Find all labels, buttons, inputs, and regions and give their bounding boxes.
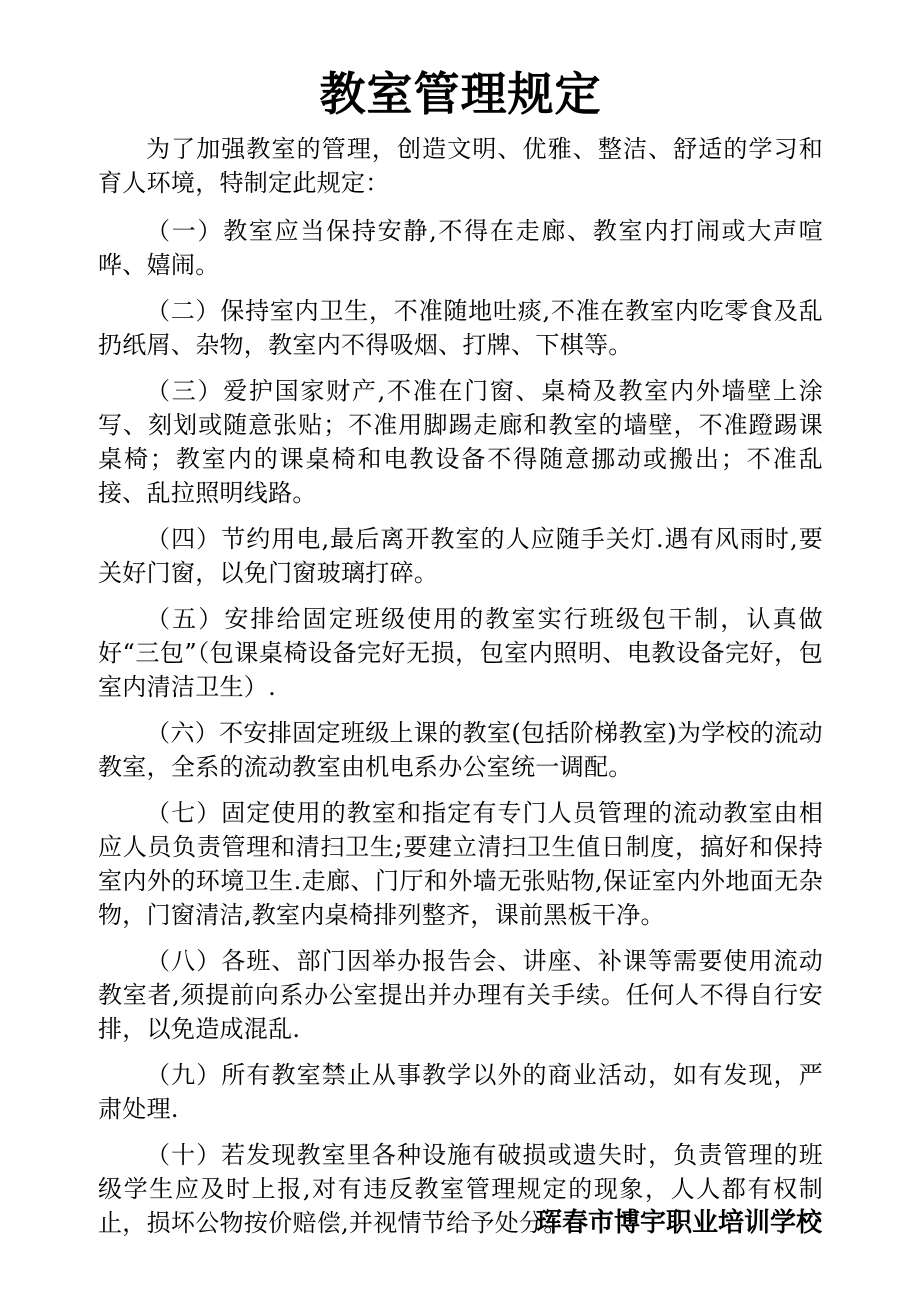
intro-paragraph: 为了加强教室的管理，创造文明、优雅、整洁、舒适的学习和育人环境，特制定此规定： <box>98 135 823 197</box>
rule-2: （二）保持室内卫生，不准随地吐痰,不准在教室内吃零食及乱扔纸屑、杂物，教室内不得吸烟、打牌、下棋等。 <box>98 297 823 359</box>
rule-5: （五）安排给固定班级使用的教室实行班级包干制，认真做好“三包”（包课桌椅设备完好无损，包室内照明、电教设备完好，包室内清洁卫生）. <box>98 605 823 701</box>
page-title: 教室管理规定 <box>319 67 602 121</box>
school-signature: 珲春市博宇职业培训学校 <box>535 1208 822 1238</box>
rule-7: （七）固定使用的教室和指定有专门人员管理的流动教室由相应人员负责管理和清扫卫生;要建立清扫卫生值日制度，搞好和保持室内外的环境卫生.走廊、门厅和外墙无张贴物,保证室内外地面无杂物，门窗清洁,教室内桌椅排列整齐，课前黑板干净。 <box>98 799 823 929</box>
rule-8: （八）各班、部门因举办报告会、讲座、补课等需要使用流动教室者,须提前向系办公室提出并办理有关手续。任何人不得自行安排，以免造成混乱. <box>98 947 823 1043</box>
rule-3: （三）爱护国家财产,不准在门窗、桌椅及教室内外墙壁上涂写、刻划或随意张贴；不准用脚踢走廊和教室的墙壁，不准蹬踢课桌椅；教室内的课桌椅和电教设备不得随意挪动或搬出；不准乱接、乱拉照明线路。 <box>98 377 823 507</box>
rule-10: （十）若发现教室里各种设施有破损或遗失时，负责管理的班级学生应及时上报,对有违反教室管理规定的现象，人人都有权制止，损坏公物按价赔偿,并视情节给予处分。 <box>98 1141 823 1237</box>
rule-4: （四）节约用电,最后离开教室的人应随手关灯.遇有风雨时,要关好门窗，以免门窗玻璃打碎。 <box>98 525 823 587</box>
rule-1: （一）教室应当保持安静,不得在走廊、教室内打闹或大声喧哗、嬉闹。 <box>98 217 823 279</box>
rule-9: （九）所有教室禁止从事教学以外的商业活动，如有发现，严肃处理. <box>98 1061 823 1123</box>
rule-6: （六）不安排固定班级上课的教室(包括阶梯教室)为学校的流动教室，全系的流动教室由机电系办公室统一调配。 <box>98 719 823 781</box>
